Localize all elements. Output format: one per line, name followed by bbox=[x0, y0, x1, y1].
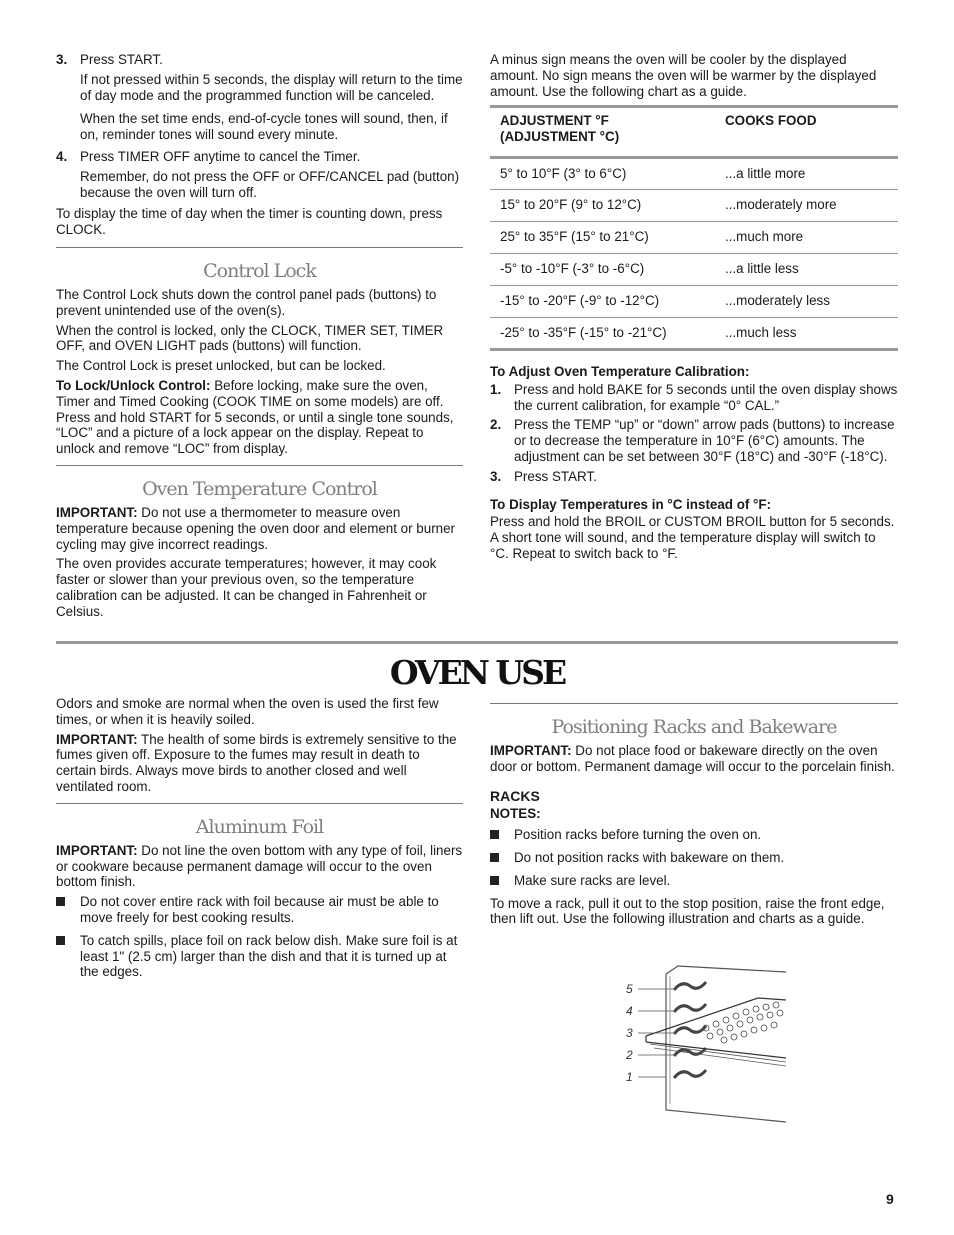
paragraph: To display the time of day when the timer is counting down, press CLOCK. bbox=[56, 206, 443, 238]
label: IMPORTANT: bbox=[56, 731, 138, 747]
bullet-text: Make sure racks are level. bbox=[514, 872, 671, 888]
cell-adjustment: -25° to -35°F (-15° to -21°C) bbox=[500, 324, 667, 340]
table-row bbox=[490, 317, 898, 349]
text: Do not use a thermometer to measure oven temperature because opening the oven door and element or burner cycling may give incorrect readings. bbox=[56, 504, 456, 552]
step-4 bbox=[56, 149, 463, 165]
paragraph bbox=[490, 743, 898, 775]
page-number: 9 bbox=[886, 1191, 894, 1207]
adjust-step-1 bbox=[490, 382, 898, 414]
step-number: 3. bbox=[56, 52, 68, 67]
cell-cooks-food: ...moderately less bbox=[725, 292, 830, 308]
page-title: OVEN USE bbox=[389, 653, 565, 692]
paragraph: To move a rack, pull it out to the stop position, raise the front edge, then lift out. Use the following illustration and charts as a guide. bbox=[490, 895, 885, 927]
table-header-row bbox=[490, 107, 898, 158]
step-3 bbox=[56, 52, 463, 68]
bullet-square-icon bbox=[56, 936, 65, 945]
top-right-column bbox=[490, 52, 898, 566]
paragraph: A minus sign means the oven will be cooler by the displayed amount. No sign means the oven will be warmer by the displayed amount. Use the following chart as a guide. bbox=[490, 52, 877, 99]
cell-cooks-food: ...moderately more bbox=[725, 196, 837, 212]
bullet-item bbox=[490, 827, 898, 843]
label: IMPORTANT: bbox=[490, 743, 572, 758]
rack-label-2: 2 bbox=[626, 1048, 633, 1062]
text: Do not line the oven bottom with any type of foil, liners or cookware because permanent damage will occur to the oven bottom finish. bbox=[56, 842, 463, 890]
text: Before locking, make sure the oven, Timer and Timed Cooking (COOK TIME on some models) are off. Press and hold START for 5 seconds, or until a single tone sounds, “LOC” and a picture of a lock appear on the display. Repeat to unlock and remove “LOC” from display. bbox=[56, 377, 454, 457]
section-heading-oven-temperature-control: Oven Temperature Control bbox=[142, 477, 377, 500]
step-text: Press START. bbox=[80, 52, 163, 67]
paragraph: The Control Lock is preset unlocked, but can be locked. bbox=[56, 358, 386, 374]
bullet-text: Do not cover entire rack with foil because air must be able to move freely for best cooking results. bbox=[80, 894, 439, 925]
bullet-square-icon bbox=[490, 853, 499, 862]
paragraph: The oven provides accurate temperatures; however, it may cook faster or slower than your previous oven, so the temperature calibration can be adjusted. It can be changed in Fahrenheit or Celsius. bbox=[56, 556, 437, 619]
cell-adjustment: 15° to 20°F (9° to 12°C) bbox=[500, 196, 642, 212]
paragraph: When the control is locked, only the CLOCK, TIMER SET, TIMER OFF, and OVEN LIGHT pads (buttons) will function. bbox=[56, 322, 444, 354]
paragraph: When the set time ends, end-of-cycle tones will sound, then, if on, reminder tones will sound every minute. bbox=[80, 111, 448, 143]
paragraph bbox=[56, 732, 463, 795]
rack-label-4: 4 bbox=[626, 1004, 633, 1018]
cell-adjustment: 5° to 10°F (3° to 6°C) bbox=[500, 165, 627, 181]
header-line: ADJUSTMENT °F bbox=[500, 113, 609, 129]
cell-cooks-food: ...a little more bbox=[725, 165, 806, 181]
section-divider bbox=[56, 465, 463, 466]
paragraph: Odors and smoke are normal when the oven is used the first few times, or when it is heavily soiled. bbox=[56, 696, 439, 727]
paragraph bbox=[56, 505, 463, 552]
bottom-left-column bbox=[56, 696, 463, 987]
bullet-text: Position racks before turning the oven on. bbox=[514, 827, 762, 843]
column-header-cooks-food: COOKS FOOD bbox=[725, 113, 817, 129]
step-number: 1. bbox=[490, 381, 502, 397]
paragraph bbox=[56, 843, 463, 890]
step-number: 3. bbox=[490, 468, 502, 484]
bullet-item bbox=[56, 894, 463, 926]
racks-heading: RACKS bbox=[490, 787, 540, 804]
section-heading-aluminum-foil: Aluminum Foil bbox=[195, 815, 324, 838]
cell-cooks-food: ...much less bbox=[725, 324, 797, 340]
paragraph bbox=[56, 378, 463, 457]
cell-cooks-food: ...much more bbox=[725, 228, 804, 244]
cell-adjustment: -15° to -20°F (-9° to -12°C) bbox=[500, 292, 660, 308]
table-row bbox=[490, 221, 898, 253]
paragraph: The Control Lock shuts down the control panel pads (buttons) to prevent unintended use of the oven(s). bbox=[56, 286, 437, 318]
cell-adjustment: 25° to 35°F (15° to 21°C) bbox=[500, 228, 649, 244]
header-line: (ADJUSTMENT °C) bbox=[500, 129, 620, 145]
subheading-adjust-calibration: To Adjust Oven Temperature Calibration: bbox=[490, 363, 750, 379]
section-divider bbox=[490, 703, 898, 704]
bullet-item bbox=[490, 850, 898, 866]
bullet-text: To catch spills, place foil on rack below dish. Make sure foil is at least 1" (2.5 cm) larger than the dish and that it is turned up at the edges. bbox=[80, 932, 458, 980]
step-text: Press and hold BAKE for 5 seconds until the oven display shows the current calibration, for example “0° CAL.” bbox=[514, 381, 898, 413]
label: IMPORTANT: bbox=[56, 842, 138, 858]
adjust-step-2 bbox=[490, 417, 898, 464]
adjust-step-3 bbox=[490, 469, 898, 485]
notes-heading: NOTES: bbox=[490, 806, 541, 822]
step-text: Press TIMER OFF anytime to cancel the Timer. bbox=[80, 148, 361, 164]
paragraph: Remember, do not press the OFF or OFF/CANCEL pad (button) because the oven will turn off. bbox=[80, 168, 460, 200]
label: IMPORTANT: bbox=[56, 504, 138, 520]
bullet-item bbox=[56, 933, 463, 980]
rack-position-illustration bbox=[620, 962, 790, 1124]
cell-adjustment: -5° to -10°F (-3° to -6°C) bbox=[500, 260, 645, 276]
rack-label-3: 3 bbox=[626, 1026, 633, 1040]
step-number: 2. bbox=[490, 417, 502, 433]
table-row bbox=[490, 157, 898, 189]
rack-label-1: 1 bbox=[626, 1070, 633, 1084]
bullet-square-icon bbox=[56, 897, 65, 906]
section-divider bbox=[56, 247, 463, 248]
step-text: Press the TEMP “up” or “down” arrow pads (buttons) to increase or to decrease the temperature in 10°F (6°C) amounts. The adjustment can be set between 30°F (18°C) and -30°F (-18°C). bbox=[514, 417, 895, 464]
cell-cooks-food: ...a little less bbox=[725, 260, 799, 276]
bullet-text: Do not position racks with bakeware on them. bbox=[514, 849, 785, 865]
table-row bbox=[490, 189, 898, 221]
calibration-table bbox=[490, 105, 898, 351]
subheading-display-celsius: To Display Temperatures in °C instead of °F: bbox=[490, 496, 772, 512]
banner-divider bbox=[56, 641, 898, 644]
text: Do not place food or bakeware directly on the oven door or bottom. Permanent damage will occur to the porcelain finish. bbox=[490, 743, 895, 774]
bullet-square-icon bbox=[490, 876, 499, 885]
paragraph: If not pressed within 5 seconds, the display will return to the time of day mode and the programmed function will be canceled. bbox=[80, 71, 463, 103]
table-row bbox=[490, 253, 898, 285]
step-text: Press START. bbox=[514, 468, 597, 484]
text: The health of some birds is extremely sensitive to the fumes given off. Exposure to the fumes may result in death to certain birds. Always move birds to another closed and well ventilated room. bbox=[56, 731, 457, 794]
column-header-adjustment bbox=[490, 107, 715, 158]
rack-label-5: 5 bbox=[626, 982, 633, 996]
bottom-right-column bbox=[490, 696, 898, 931]
step-number: 4. bbox=[56, 148, 68, 164]
bullet-item bbox=[490, 873, 898, 889]
label: To Lock/Unlock Control: bbox=[56, 377, 211, 393]
section-heading-control-lock: Control Lock bbox=[203, 259, 316, 282]
paragraph: Press and hold the BROIL or CUSTOM BROIL button for 5 seconds. A short tone will sound, and the temperature display will switch to °C. Repeat to switch back to °F. bbox=[490, 514, 895, 561]
section-heading-positioning-racks: Positioning Racks and Bakeware bbox=[551, 716, 837, 738]
section-divider bbox=[56, 803, 463, 804]
top-left-column bbox=[56, 52, 463, 624]
bullet-square-icon bbox=[490, 830, 499, 839]
table-row bbox=[490, 285, 898, 317]
